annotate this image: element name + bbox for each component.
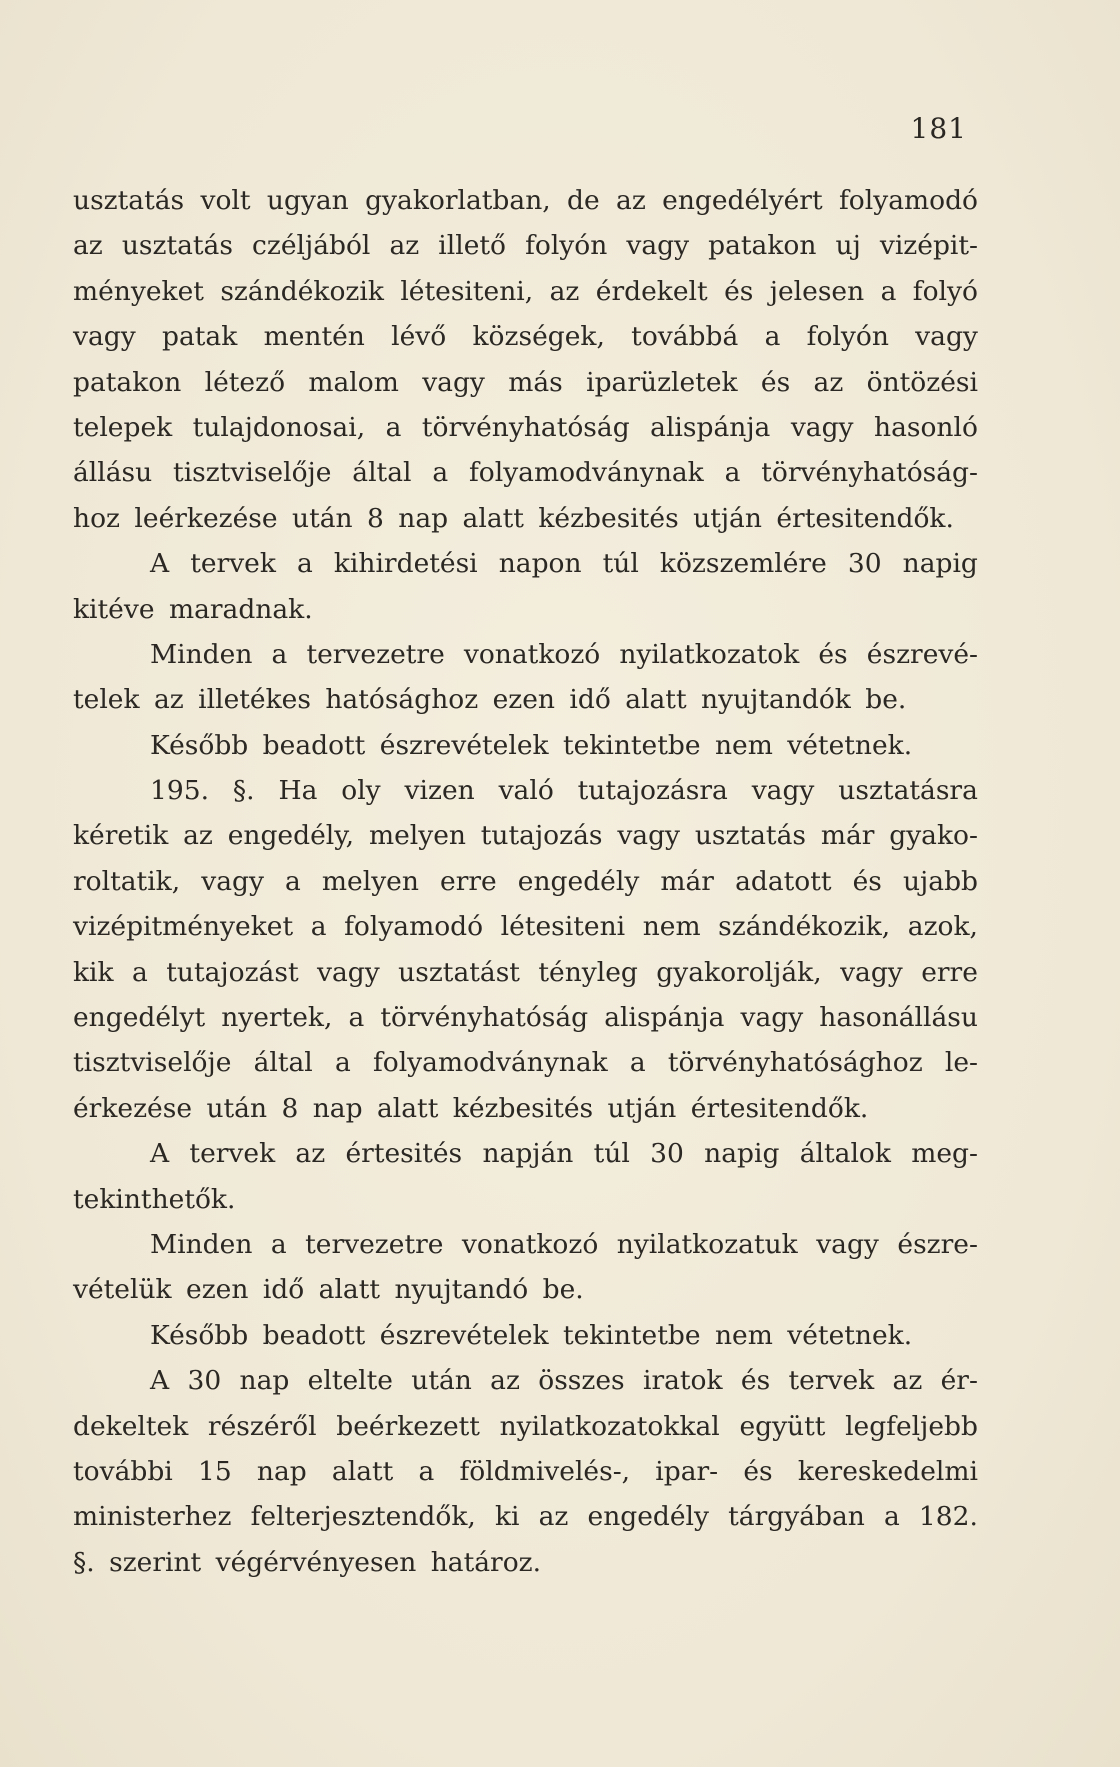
text-line: Később beadott észrevételek tekintetbe nem vétetnek. (150, 1319, 913, 1351)
text-line: telek az illetékes hatósághoz ezen idő alatt nyujtandók be. (73, 684, 907, 716)
text-line: A 30 nap eltelte után az összes iratok és tervek az ér- (150, 1365, 978, 1397)
text-line: A tervek az értesités napján túl 30 napig általok meg- (150, 1138, 978, 1170)
text-line: vizépitményeket a folyamodó létesiteni nem szándékozik, azok, (73, 911, 978, 943)
text-line: engedélyt nyertek, a törvényhatóság alispánja vagy hasonállásu (73, 1002, 978, 1034)
text-line: §. szerint végérvényesen határoz. (73, 1546, 542, 1578)
body-text (73, 178, 978, 1585)
text-line: kitéve maradnak. (73, 593, 313, 625)
page-number: 181 (910, 112, 967, 145)
text-line: ministerhez felterjesztendők, ki az engedély tárgyában a 182. (73, 1501, 978, 1533)
text-line: dekeltek részéről beérkezett nyilatkozatokkal együtt legfeljebb (73, 1410, 978, 1442)
text-line: vételük ezen idő alatt nyujtandó be. (73, 1274, 584, 1306)
text-line: hoz leérkezése után 8 nap alatt kézbesités utján értesitendők. (73, 502, 954, 534)
text-line: ményeket szándékozik létesiteni, az érdekelt és jelesen a folyó (73, 275, 978, 307)
text-line: Minden a tervezetre vonatkozó nyilatkozatok és észrevé- (150, 638, 978, 670)
text-line: érkezése után 8 nap alatt kézbesités utján értesitendők. (73, 1092, 869, 1124)
text-line: Minden a tervezetre vonatkozó nyilatkozatuk vagy észre- (150, 1228, 978, 1260)
text-line: tisztviselője által a folyamodványnak a törvényhatósághoz le- (73, 1047, 978, 1079)
text-line: az usztatás czéljából az illető folyón vagy patakon uj vizépit- (73, 230, 978, 262)
text-line: vagy patak mentén lévő községek, továbbá a folyón vagy (73, 321, 978, 353)
text-line: patakon létező malom vagy más iparüzletek és az öntözési (73, 366, 978, 398)
text-line: usztatás volt ugyan gyakorlatban, de az engedélyért folyamodó (73, 185, 978, 216)
text-line: roltatik, vagy a melyen erre engedély már adatott és ujabb (73, 865, 978, 897)
text-line: kik a tutajozást vagy usztatást tényleg gyakorolják, vagy erre (73, 956, 978, 988)
text-line: kéretik az engedély, melyen tutajozás vagy usztatás már gyako- (73, 820, 978, 852)
text-line: tekinthetők. (73, 1183, 236, 1215)
text-line: további 15 nap alatt a földmivelés-, ipar- és kereskedelmi (73, 1455, 978, 1487)
text-line: állásu tisztviselője által a folyamodványnak a törvényhatóság- (73, 457, 978, 489)
text-line: 195. §. Ha oly vizen való tutajozásra vagy usztatásra (150, 775, 978, 807)
text-line: Később beadott észrevételek tekintetbe nem vétetnek. (150, 729, 913, 761)
text-line: A tervek a kihirdetési napon túl közszemlére 30 napig (150, 548, 978, 580)
text-line: telepek tulajdonosai, a törvényhatóság alispánja vagy hasonló (73, 411, 978, 443)
